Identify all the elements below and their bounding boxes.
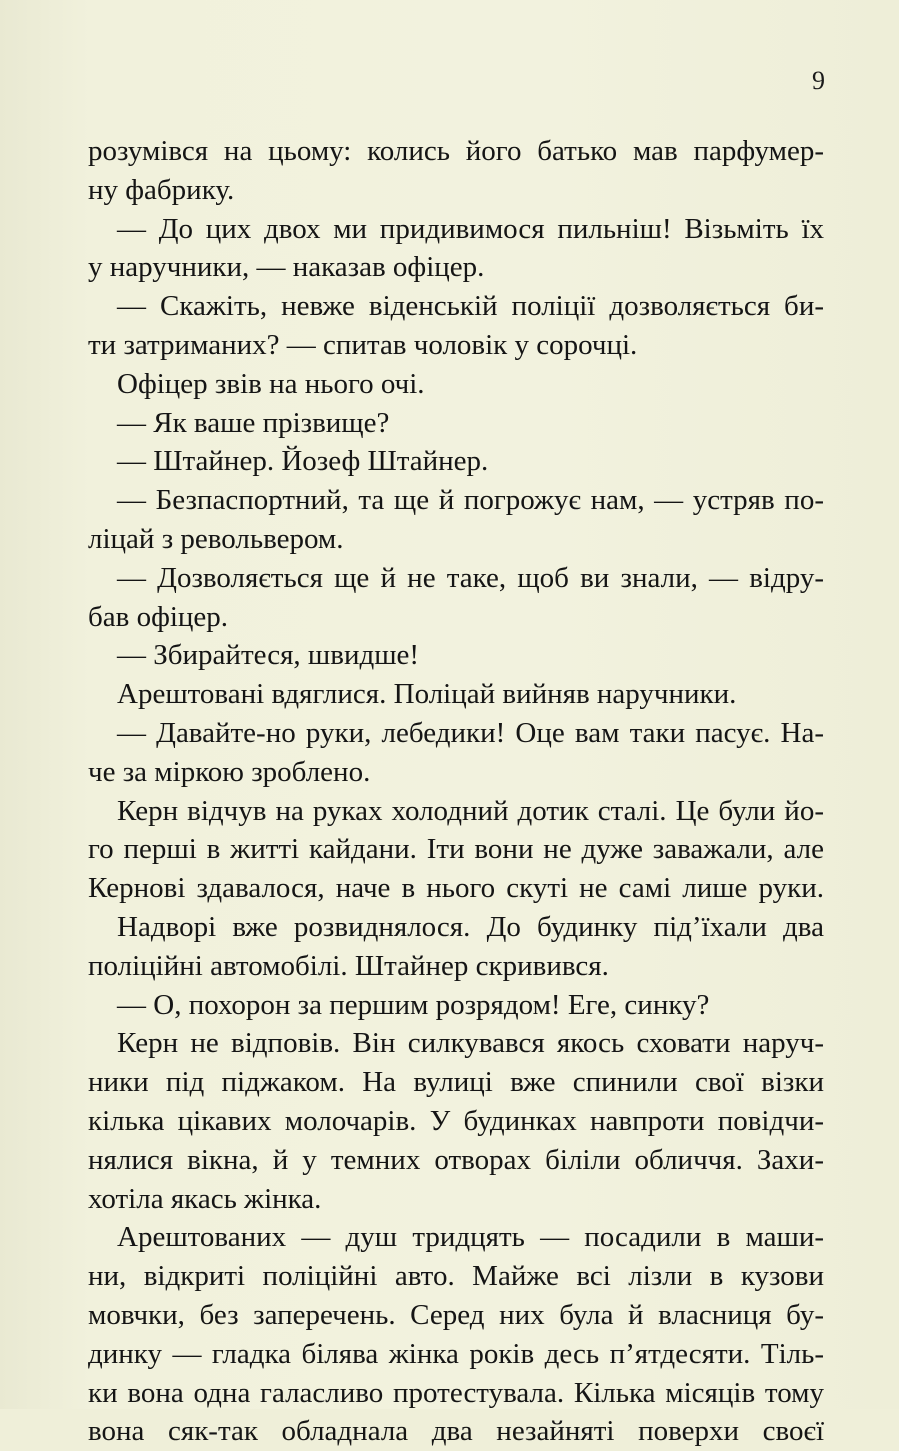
text-line: — Штайнер. Йозеф Штайнер. bbox=[117, 445, 489, 478]
text-line: бав офіцер. bbox=[88, 600, 229, 633]
body-text bbox=[88, 132, 824, 1451]
text-line: — Дозволяється ще й не таке, щоб ви знали, — відру- bbox=[117, 561, 824, 594]
text-line: Арештовані вдяглися. Поліцай вийняв наручники. bbox=[117, 678, 737, 711]
text-line: ники під піджаком. На вулиці вже спинили свої візки bbox=[88, 1066, 824, 1099]
text-line: Керн не відповів. Він силкувався якось сховати наруч- bbox=[117, 1027, 824, 1060]
text-line: нялися вікна, й у темних отворах біліли обличчя. Захи- bbox=[88, 1143, 824, 1176]
text-line: у наручники, — наказав офіцер. bbox=[88, 251, 485, 284]
text-line: — Скажіть, невже віденській поліції дозволяється би- bbox=[117, 290, 824, 323]
text-line: че за міркою зроблено. bbox=[88, 755, 371, 788]
text-line: динку — гладка білява жінка років десь п’ятдесяти. Тіль- bbox=[88, 1337, 824, 1370]
page-number: 9 bbox=[812, 66, 825, 95]
text-line: — До цих двох ми придивимося пильніш! Візьміть їх bbox=[117, 212, 824, 245]
text-line: поліційні автомобілі. Штайнер скривився. bbox=[88, 949, 609, 982]
text-line: ки вона одна галасливо протестувала. Кілька місяців тому bbox=[88, 1376, 824, 1409]
text-line: розумівся на цьому: колись його батько мав парфумер- bbox=[88, 135, 824, 167]
text-line: — Давайте-но руки, лебедики! Оце вам таки пасує. На- bbox=[117, 716, 824, 749]
text-line: ти затриманих? — спитав чоловік у сорочці. bbox=[88, 328, 638, 361]
text-line: — Безпаспортний, та ще й погрожує нам, — устряв по- bbox=[117, 484, 824, 517]
text-line: — О, похорон за першим розрядом! Еге, синку? bbox=[117, 988, 710, 1021]
text-line: — Збирайтеся, швидше! bbox=[117, 639, 420, 672]
text-line: Керн відчув на руках холодний дотик сталі. Це були йо- bbox=[117, 794, 824, 827]
text-line: го перші в житті кайдани. Іти вони не дуже заважали, але bbox=[88, 833, 824, 866]
text-line: кілька цікавих молочарів. У будинках навпроти повідчи- bbox=[88, 1104, 824, 1137]
text-line: ни, відкриті поліційні авто. Майже всі лізли в кузови bbox=[88, 1260, 824, 1293]
text-line: Кернові здавалося, наче в нього скуті не самі лише руки. bbox=[88, 872, 824, 905]
text-line: Арештованих — душ тридцять — посадили в маши- bbox=[117, 1221, 824, 1254]
text-line: Офіцер звів на нього очі. bbox=[117, 367, 425, 400]
text-line: ну фабрику. bbox=[88, 173, 235, 206]
text-line: хотіла якась жінка. bbox=[88, 1182, 322, 1215]
text-line: вона сяк-так обладнала два незайняті поверхи своєї bbox=[88, 1415, 824, 1448]
text-line: — Як ваше прізвище? bbox=[117, 406, 390, 439]
text-line: Надворі вже розвиднялося. До будинку під’їхали два bbox=[117, 910, 824, 943]
text-line: мовчки, без заперечень. Серед них була й власниця бу- bbox=[88, 1298, 824, 1331]
text-line: ліцай з револьвером. bbox=[88, 522, 344, 555]
